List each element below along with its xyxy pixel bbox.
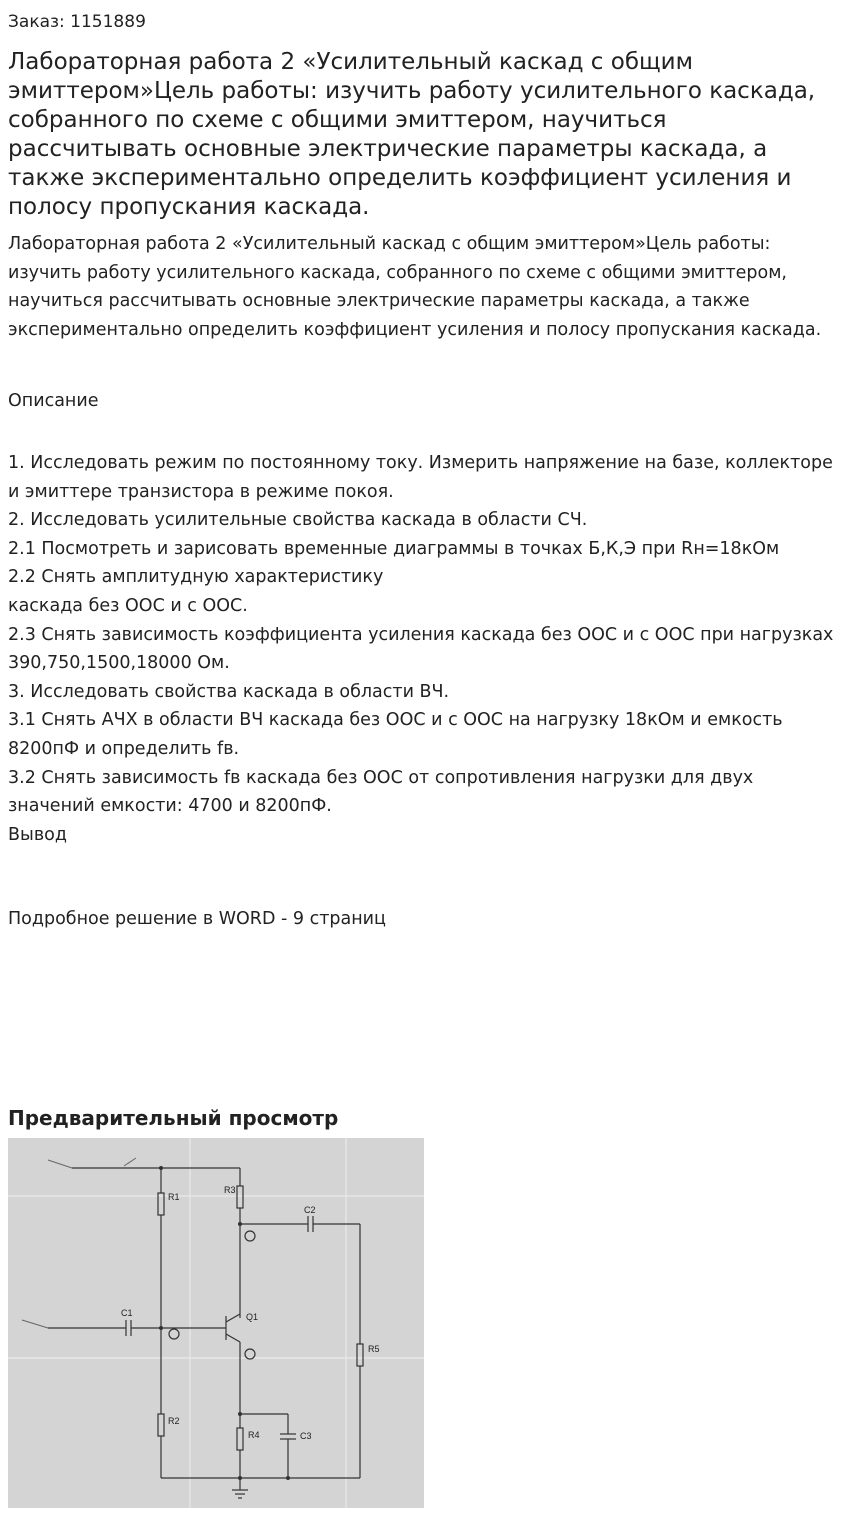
list-item: каскада без ООС и с ООС. — [8, 595, 248, 616]
circuit-schematic — [8, 1138, 424, 1508]
solution-note: Подробное решение в WORD - 9 страниц — [8, 909, 386, 929]
list-item: 2.2 Снять амплитудную характеристику — [8, 567, 384, 588]
list-item: 2.3 Снять зависимость коэффициента усиления каскада без ООС и с ООС при нагрузках 390,750,1500,18000 Ом. — [8, 624, 834, 674]
list-item: 2. Исследовать усилительные свойства каскада в области СЧ. — [8, 510, 588, 531]
label-q1: Q1 — [246, 1312, 259, 1322]
label-r4: R4 — [248, 1430, 260, 1440]
order-number: Заказ: 1151889 — [8, 12, 146, 32]
label-r5: R5 — [368, 1344, 380, 1354]
label-r2: R2 — [168, 1416, 180, 1426]
label-r3: R3 — [224, 1185, 236, 1195]
label-r1: R1 — [168, 1192, 180, 1202]
label-c1: C1 — [121, 1308, 133, 1318]
list-item: Вывод — [8, 824, 67, 845]
description-label: Описание — [8, 391, 99, 411]
label-c3: C3 — [300, 1431, 312, 1441]
circuit-preview-image — [8, 1138, 424, 1508]
lead-paragraph: Лабораторная работа 2 «Усилительный каскад с общим эмиттером»Цель работы: изучить работу усилительного каскада, собранного по схеме с общими эмиттером, научиться рассчитывать основные электрические параметры каскада, а также экспериментально определить коэффициент усиления и полосу пропускания каскада. — [8, 234, 822, 340]
preview-heading: Предварительный просмотр — [8, 1106, 339, 1130]
list-item: 3. Исследовать свойства каскада в области ВЧ. — [8, 681, 450, 702]
page-title: Лабораторная работа 2 «Усилительный каскад с общим эмиттером»Цель работы: изучить работу усилительного каскада, собранного по схеме с общими эмиттером, научиться рассчитывать основные электрические параметры каскада, а также экспериментально определить коэффициент усиления и полосу пропускания каскада. — [8, 49, 816, 220]
list-item: 2.1 Посмотреть и зарисовать временные диаграммы в точках Б,К,Э при Rн=18кОм — [8, 538, 780, 559]
task-list — [8, 449, 840, 849]
list-item: 3.1 Снять АЧХ в области ВЧ каскада без ООС и с ООС на нагрузку 18кОм и емкость 8200пФ и определить fв. — [8, 710, 783, 759]
list-item: 1. Исследовать режим по постоянному току. Измерить напряжение на базе, коллекторе и эмиттере транзистора в режиме покоя. — [8, 453, 833, 502]
list-item: 3.2 Снять зависимость fв каскада без ООС от сопротивления нагрузки для двух значений емкости: 4700 и 8200пФ. — [8, 767, 754, 817]
label-c2: C2 — [304, 1205, 316, 1215]
